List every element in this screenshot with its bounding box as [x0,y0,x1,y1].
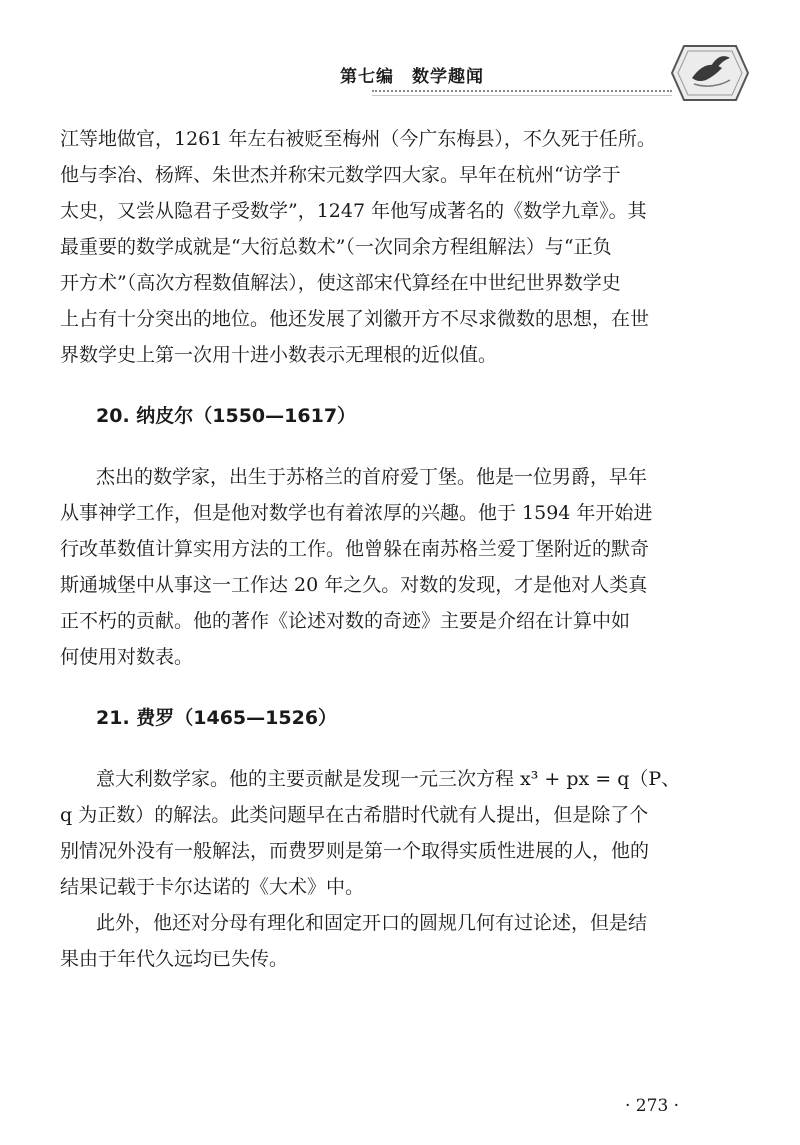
body-text-line: 上占有十分突出的地位。他还发展了刘徽开方不尽求微数的思想，在世 [60,308,650,330]
body-text-line: 别情况外没有一般解法，而费罗则是第一个取得实质性进展的人，他的 [60,840,650,862]
body-text-line: 行改革数值计算实用方法的工作。他曾躲在南苏格兰爱丁堡附近的默奇 [60,538,650,560]
body-text-line: 正不朽的贡献。他的著作《论述对数的奇迹》主要是介绍在计算中如 [60,610,631,632]
running-header-title: 第七编 数学趣闻 [340,67,484,87]
body-text-line: 杰出的数学家，出生于苏格兰的首府爱丁堡。他是一位男爵，早年 [96,466,648,488]
body-text-line: 他与李冶、杨辉、朱世杰并称宋元数学四大家。早年在杭州“访学于 [60,164,621,186]
body-text-line: 结果记载于卡尔达诺的《大术》中。 [60,876,365,898]
body-text-line: 开方术”（高次方程数值解法），使这部宋代算经在中世纪世界数学史 [60,272,621,294]
body-text-line: q 为正数）的解法。此类问题早在古希腊时代就有人提出，但是除了个 [60,804,649,826]
body-text-line: 太史，又尝从隐君子受数学”，1247 年他写成著名的《数学九章》。其 [60,200,647,222]
page-number: · 273 · [625,1096,680,1116]
header-rule-thin [372,95,672,96]
body-text-line: 何使用对数表。 [60,646,194,668]
body-text-line: 果由于年代久远均已失传。 [60,948,289,970]
body-text-line: 意大利数学家。他的主要贡献是发现一元三次方程 x³ + px = q（P、 [96,768,681,790]
body-text-line: 江等地做官，1261 年左右被贬至梅州（今广东梅县），不久死于任所。 [60,128,656,150]
header-rule-dotted [372,90,672,92]
body-text-line: 最重要的数学成就是“大衍总数术”（一次同余方程组解法）与“正负 [60,236,612,258]
body-text-line: 斯通城堡中从事这一工作达 20 年之久。对数的发现，才是他对人类真 [60,574,648,596]
section-heading-ferro: 21. 费罗（1465—1526） [96,707,338,729]
body-text-line: 从事神学工作，但是他对数学也有着浓厚的兴趣。他于 1594 年开始进 [60,502,653,524]
body-text-line: 界数学史上第一次用十进小数表示无理根的近似值。 [60,344,498,366]
body-text-line: 此外，他还对分母有理化和固定开口的圆规几何有过论述，但是结 [96,912,648,934]
section-heading-napier: 20. 纳皮尔（1550—1617） [96,405,357,427]
diamond-bird-emblem-icon [670,38,750,108]
